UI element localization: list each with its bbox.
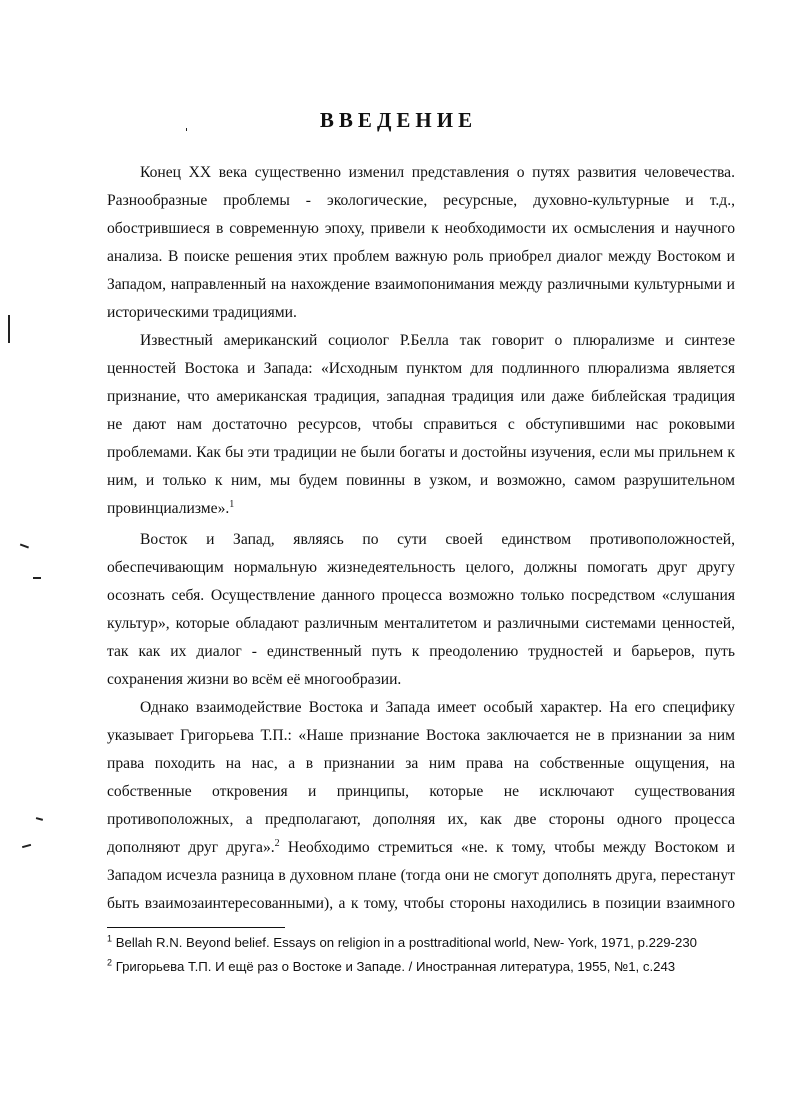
text-line: анализа. В поиске решения этих проблем важную роль приобрел диалог между Востоком и — [107, 248, 735, 265]
text-line — [107, 499, 735, 519]
scan-mark — [186, 128, 187, 131]
text-line: ценностей Востока и Запада: «Исходным пунктом для подлинного плюрализма является — [107, 360, 735, 377]
text-line: так как их диалог - единственный путь к преодолению трудностей и барьеров, путь — [107, 643, 735, 660]
text-line: Западом исчезла разница в духовном плане (тогда они не смогут дополнять друга, перестанут — [107, 867, 735, 884]
text-line: проблемами. Как бы эти традиции не были богаты и достойны изучения, если мы прильнем к — [107, 444, 735, 461]
text-line: историческими традициями. — [107, 304, 297, 321]
text-line: указывает Григорьева Т.П.: «Наше признание Востока заключается не в признании за ним — [107, 727, 735, 744]
text-line: быть взаимозаинтересованными), а к тому, чтобы стороны находились в позиции взаимного — [107, 895, 735, 912]
text-line: сохранения жизни во всём её многообразии. — [107, 671, 402, 688]
scan-mark — [36, 817, 43, 820]
page-title: ВВЕДЕНИЕ — [319, 108, 478, 132]
text-line: обострившиеся в современную эпоху, привели к необходимости их осмысления и научного — [107, 220, 735, 237]
text-line: осознать себя. Осуществление данного процесса возможно только посредством «слушания — [107, 587, 735, 604]
footnote — [107, 934, 747, 952]
text-line: Известный американский социолог Р.Белла так говорит о плюрализме и синтезе — [140, 332, 735, 349]
footnote-divider — [107, 927, 285, 928]
text-line: Разнообразные проблемы - экологические, ресурсные, духовно-культурные и т.д., — [107, 192, 735, 209]
text-line: не дают нам достаточно ресурсов, чтобы справиться с обступившими нас роковыми — [107, 416, 735, 433]
text-line-content: Необходимо стремиться «не. к тому, чтобы между Востоком и — [287, 839, 736, 856]
scan-mark — [33, 577, 41, 579]
text-line: собственные откровения и принципы, которые не исключают существования — [107, 783, 735, 800]
text-line: Однако взаимодействие Востока и Запада имеет особый характер. На его специфику — [140, 699, 735, 716]
footnote-text: Григорьева Т.П. И ещё раз о Востоке и Западе. / Иностранная литература, 1955, №1, с.243 — [115, 959, 676, 974]
text-line: Конец XX века существенно изменил представления о путях развития человечества. — [140, 164, 735, 181]
footnote — [107, 958, 747, 976]
text-line — [107, 838, 735, 858]
scan-mark — [20, 544, 29, 548]
text-line: Восток и Запад, являясь по сути своей единством противоположностей, — [140, 531, 735, 548]
footnote-ref: 1 — [229, 498, 235, 510]
footnote-ref: 2 — [274, 837, 280, 849]
footnote-text: Bellah R.N. Beyond belief. Essays on religion in a posttraditional world, New- York, 1971, p.229-230 — [115, 935, 698, 950]
text-line-content: провинциализме». — [107, 500, 230, 517]
text-line: культур», которые обладают различным менталитетом и различными системами ценностей, — [107, 615, 735, 632]
text-line: ним, и только к ним, мы будем повинны в узком, и возможно, самом разрушительном — [107, 472, 735, 489]
scan-mark — [8, 315, 10, 343]
text-line: обеспечивающим нормальную жизнедеятельность целого, должны помогать друг другу — [107, 559, 735, 576]
text-line: признание, что американская традиция, западная традиция или даже библейская традиция — [107, 388, 735, 405]
text-line: противоположных, а предполагают, дополняя их, как две стороны одного процесса — [107, 811, 735, 828]
scan-mark — [22, 844, 31, 848]
text-line-content: дополняют друг друга». — [107, 839, 275, 856]
footnote-number: 1 — [107, 933, 113, 944]
text-line: права походить на нас, а в признании за ним права на собственные ощущения, на — [107, 755, 735, 772]
text-line: Западом, направленный на нахождение взаимопонимания между различными культурными и — [107, 276, 735, 293]
footnote-number: 2 — [107, 957, 113, 968]
